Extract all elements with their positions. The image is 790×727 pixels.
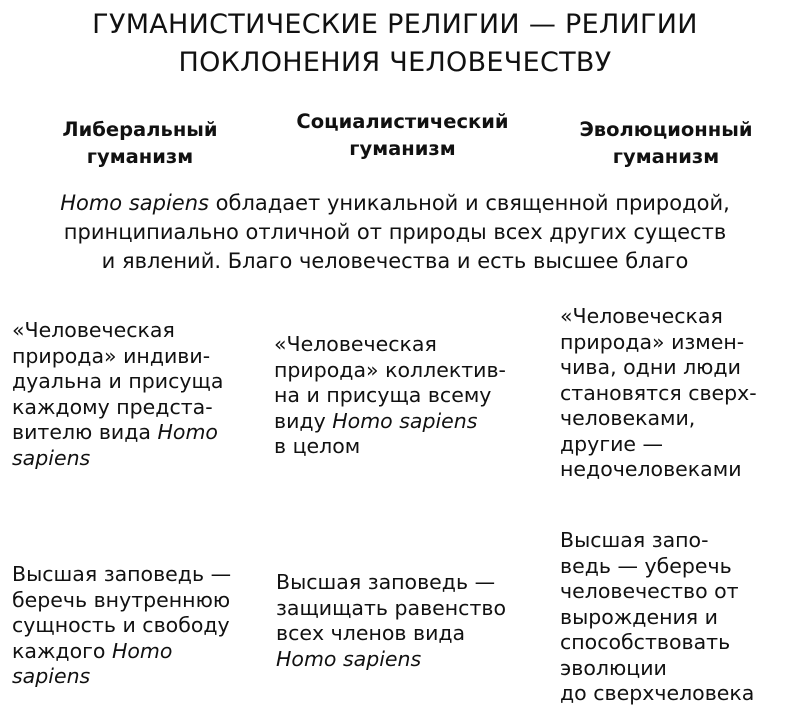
column-header-evolutionary (548, 116, 784, 170)
cell-line (276, 647, 538, 673)
shared-line-1-text: обладает уникальной и священной природой, (208, 191, 730, 215)
shared-statement (20, 189, 770, 276)
species-name: Homo sapiens (60, 191, 209, 215)
cell-line: в целом (274, 434, 361, 458)
cell-line: сущность и свободу (12, 613, 230, 637)
commandment-cell-liberal (12, 562, 272, 690)
cell-line: «Человеческая (560, 304, 723, 328)
cell-line (12, 420, 262, 446)
nature-cell-evolutionary (560, 304, 785, 483)
column-header-line: гуманизм (86, 145, 194, 168)
nature-cell-socialist (274, 332, 536, 460)
cell-line: становятся сверх- (560, 380, 757, 405)
cell-line: способствовать (560, 630, 731, 654)
species-name: sapiens (12, 445, 91, 470)
cell-line: ведь — уберечь (560, 553, 732, 578)
shared-line-1 (20, 189, 770, 218)
cell-line: недочеловеками (560, 457, 742, 481)
cell-line (12, 639, 272, 665)
cell-line-text: виду (274, 408, 333, 433)
cell-line: природа» измен- (560, 329, 745, 354)
column-header-line: Социалистический (296, 110, 509, 133)
commandment-cell-evolutionary (560, 528, 785, 707)
cell-line: вырождения и (560, 604, 718, 629)
cell-line: «Человеческая (274, 332, 437, 356)
cell-line (12, 664, 272, 690)
species-name: Homo sapiens (276, 646, 422, 671)
cell-line: Высшая заповедь — (276, 570, 496, 594)
shared-line-2: принципиально отличной от природы всех других существ (63, 220, 727, 244)
commandment-cell-socialist (276, 570, 538, 672)
cell-line: другие — (560, 431, 664, 456)
cell-line: природа» индиви- (12, 343, 211, 368)
cell-line (12, 446, 262, 472)
column-header-liberal (20, 116, 260, 170)
cell-line: Высшая запо- (560, 528, 709, 552)
column-header-line: гуманизм (349, 137, 456, 160)
cell-line: эволюции (560, 655, 667, 680)
cell-line (274, 409, 536, 435)
nature-cell-liberal (12, 318, 262, 471)
cell-line: человеками, (560, 406, 696, 430)
cell-line: на и присуща всему (274, 383, 492, 407)
title-line-1: ГУМАНИСТИЧЕСКИЕ РЕЛИГИИ — РЕЛИГИИ (92, 9, 698, 40)
species-name: Homo (111, 638, 173, 663)
species-name: Homo (157, 420, 218, 444)
cell-line: защищать равенство (276, 595, 507, 620)
page-title (0, 6, 790, 82)
cell-line: дуальна и присуща (12, 369, 224, 393)
cell-line: чива, одни люди (560, 355, 741, 379)
cell-line: природа» коллектив- (274, 357, 506, 382)
cell-line-text: вителю вида (12, 420, 158, 444)
cell-line: Высшая заповедь — (12, 562, 232, 586)
title-line-2: ПОКЛОНЕНИЯ ЧЕЛОВЕЧЕСТВУ (178, 47, 612, 78)
cell-line: человечество от (560, 579, 739, 603)
column-header-line: гуманизм (612, 145, 720, 168)
species-name: sapiens (12, 664, 91, 688)
column-header-line: Эволюционный (579, 118, 753, 141)
shared-line-3: и явлений. Благо человечества и есть высшее благо (101, 249, 689, 273)
cell-line: всех членов вида (276, 621, 466, 645)
cell-line-text: каждого (12, 638, 112, 663)
cell-line: «Человеческая (12, 318, 175, 342)
column-header-socialist (280, 108, 525, 162)
cell-line: до сверхчеловека (560, 681, 755, 705)
cell-line: каждому предста- (12, 394, 213, 419)
cell-line: беречь внутреннюю (12, 587, 231, 612)
species-name: Homo sapiens (332, 408, 478, 433)
column-header-line: Либеральный (62, 118, 218, 141)
